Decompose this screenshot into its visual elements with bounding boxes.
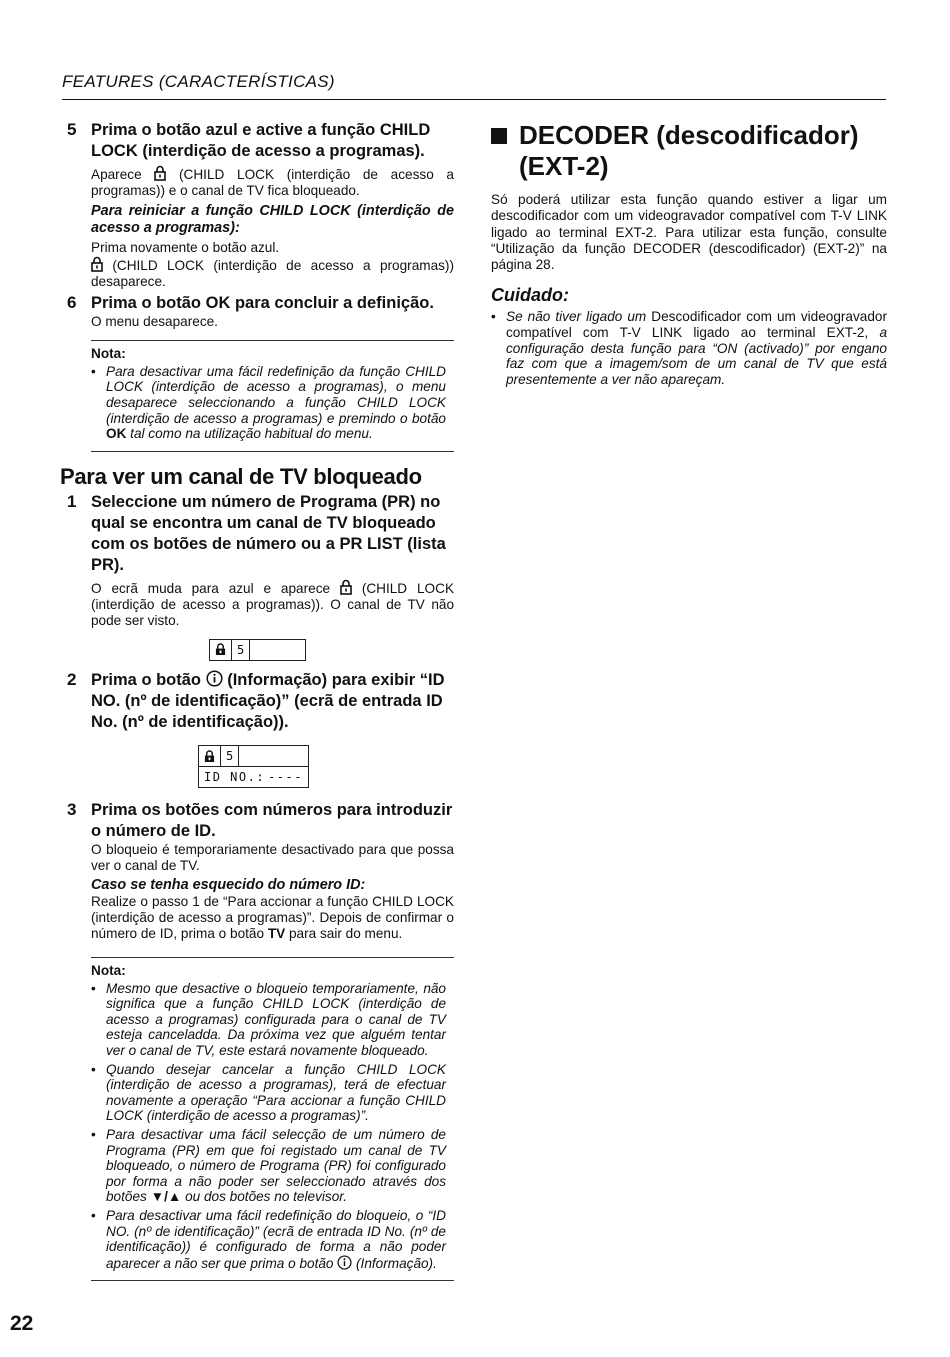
screen-blank-cell: [239, 746, 307, 766]
padlock-icon: [204, 750, 215, 763]
screen-id-label: ID NO.:: [204, 770, 266, 785]
caution-normal: Descodificador com um videogravador compatível com T-V LINK ligado ao terminal EXT-2,: [506, 309, 887, 341]
screen-pr-number: 5: [232, 640, 250, 660]
view-step-1: [60, 492, 454, 661]
step-title-post: (Informação) para exibir “ID NO. (nº de identificação)” (ecrã de entrada ID No. (nº de identificação)).: [91, 671, 445, 732]
page-number: 22: [10, 1312, 34, 1335]
header-title: FEATURES (CARACTERÍSTICAS): [62, 72, 335, 91]
padlock-icon: [154, 165, 166, 181]
step-body: O menu desaparece.: [91, 314, 218, 330]
padlock-icon: [340, 579, 352, 595]
note-bullet-post: ou dos botões no televisor.: [185, 1189, 348, 1205]
step-body-3-text: (CHILD LOCK (interdição de acesso a programas)) desaparece.: [91, 257, 454, 290]
step-number: 2: [67, 670, 77, 690]
osd-screen-2: [198, 745, 454, 788]
note-bullet: [91, 1127, 446, 1205]
caution-bullet: [491, 309, 887, 387]
screen-id-value: ----: [268, 770, 303, 785]
padlock-icon: [91, 256, 103, 272]
view-step-3: [60, 800, 454, 942]
step-body: O bloqueio é temporariamente desactivado para que possa ver o canal de TV.: [91, 842, 454, 874]
step-body: [91, 579, 454, 630]
step-body-post: (CHILD LOCK (interdição de acesso a programas)). O canal de TV não pode ser visto.: [91, 580, 455, 629]
info-icon: [206, 670, 223, 687]
ok-button-label: OK: [205, 294, 231, 313]
screen-lock-cell: [199, 746, 221, 766]
step-title-pre: Prima o botão: [91, 671, 202, 690]
note-bullet-pre: Para desactivar uma fácil redefinição do bloqueio, o “ID NO. (nº de identificação)” (ecrã de entrada ID No. (nº de identificação)) é configurado de forma a não poder aparecer a não ser que prima o botão: [106, 1207, 446, 1271]
screen-lock-cell: [210, 640, 232, 660]
step-6: [60, 293, 454, 330]
caution-italic-1: Se não tiver ligado um: [506, 309, 647, 325]
step-body-2-post: para sair do menu.: [288, 926, 403, 942]
step-title: Prima o botão azul e active a função CHILD LOCK (interdição de acesso a programas).: [91, 121, 431, 160]
tv-button-label: TV: [267, 926, 286, 942]
step-number: 5: [67, 120, 77, 139]
down-up-arrows-icon: ▼/▲: [150, 1189, 182, 1205]
id-entry-screen: [198, 745, 309, 788]
step-title: Prima os botões com números para introduzir o número de ID.: [91, 801, 453, 841]
info-icon: [337, 1255, 352, 1270]
step-body-pre: Aparece: [91, 167, 142, 182]
section-title: Para ver um canal de TV bloqueado: [60, 463, 422, 489]
step-title: [91, 293, 454, 314]
step-5: [60, 120, 454, 290]
ok-button-label: OK: [106, 426, 127, 442]
note-bullet-post: (Informação).: [356, 1255, 437, 1271]
note-bullet-post: tal como na utilização habitual do menu.: [130, 426, 373, 442]
osd-screen-1: [209, 639, 454, 662]
step-body-post: (CHILD LOCK (interdição de acesso a programas)) e o canal de TV fica bloqueado.: [91, 167, 454, 199]
square-bullet-icon: [491, 128, 507, 144]
section-body: Só poderá utilizar esta função quando estiver a ligar um descodificador com um videogravador compatível com T-V LINK ligado ao terminal EXT-2. Para utilizar esta função, consulte “Utilização da função DECODER (descodificador) (EXT-2)” na página 28.: [491, 192, 887, 273]
note-bullet: [91, 364, 446, 442]
screen-id-row: [199, 767, 308, 787]
view-step-2: [60, 670, 454, 788]
step-number: 6: [67, 293, 77, 313]
step-body: [91, 165, 454, 200]
note-box: [91, 340, 454, 452]
section-heading-text: DECODER (descodificador) (EXT-2): [519, 120, 859, 181]
note-bullet: [91, 1208, 446, 1271]
step-body-pre: O ecrã muda para azul e aparece: [91, 580, 331, 596]
caution-italic-2: a configuração desta função para “ON (activado)” por engano faz com que a imagem/som de um canal de TV que está presentemente a ver não apareçam.: [506, 325, 887, 387]
lock-screen: [209, 639, 306, 661]
step-title: Seleccione um número de Programa (PR) no qual se encontra um canal de TV bloqueado com os botões de número ou a PR LIST (lista PR).: [91, 492, 446, 574]
right-column: [491, 120, 887, 390]
note-bullet: • Mesmo que desactive o bloqueio temporariamente, não significa que a função CHILD LOCK (interdição de acesso a programas) configurada para o canal de TV esteja canceladda. Da próxima vez que alguém tentar ver o canal de TV, este estará novamente bloqueado.: [91, 981, 446, 1059]
page-header: [62, 72, 886, 100]
step-body-2: Prima novamente o botão azul.: [91, 239, 280, 255]
note-box-2: [91, 957, 454, 1282]
note-title: Nota:: [91, 962, 126, 978]
step-subheading: Para reiniciar a função CHILD LOCK (interdição de acesso a programas):: [91, 202, 454, 236]
note-bullet-pre: Para desactivar uma fácil selecção de um número de Programa (PR) em que foi registado um canal de TV bloqueado, o número de Programa (PR) foi configurado por forma a não poder ser seleccionado através dos botões: [106, 1126, 446, 1205]
step-body-3: [91, 256, 454, 291]
step-number: 3: [67, 800, 77, 820]
screen-blank-cell: [250, 640, 305, 660]
note-bullet: • Quando desejar cancelar a função CHILD LOCK (interdição de acesso a programas), terá de efectuar novamente a operação “Para accionar a função CHILD LOCK (interdição de acesso a programas)”.: [91, 1062, 446, 1124]
step-number: 1: [67, 491, 77, 511]
step-title-pre: Prima o botão: [91, 294, 202, 313]
screen-pr-number: 5: [221, 746, 239, 766]
step-title: [91, 670, 454, 733]
left-column: [60, 120, 454, 1281]
step-body-2: [91, 894, 454, 943]
note-bullet-pre: Para desactivar uma fácil redefinição da função CHILD LOCK (interdição de acesso a programas), o menu desaparece seleccionando a função CHILD LOCK (interdição de acesso a programas) e premindo o botão: [106, 363, 446, 426]
padlock-icon: [215, 643, 226, 656]
step-body-2-pre: Realize o passo 1 de “Para accionar a função CHILD LOCK (interdição de acesso a programas)”. Depois de confirmar o número de ID, prima o botão: [91, 893, 454, 942]
step-subheading: Caso se tenha esquecido do número ID:: [91, 876, 366, 893]
step-title-post: para concluir a definição.: [234, 294, 434, 313]
caution-title: Cuidado:: [491, 285, 569, 306]
section-heading: [491, 120, 887, 182]
note-title: Nota:: [91, 345, 126, 361]
